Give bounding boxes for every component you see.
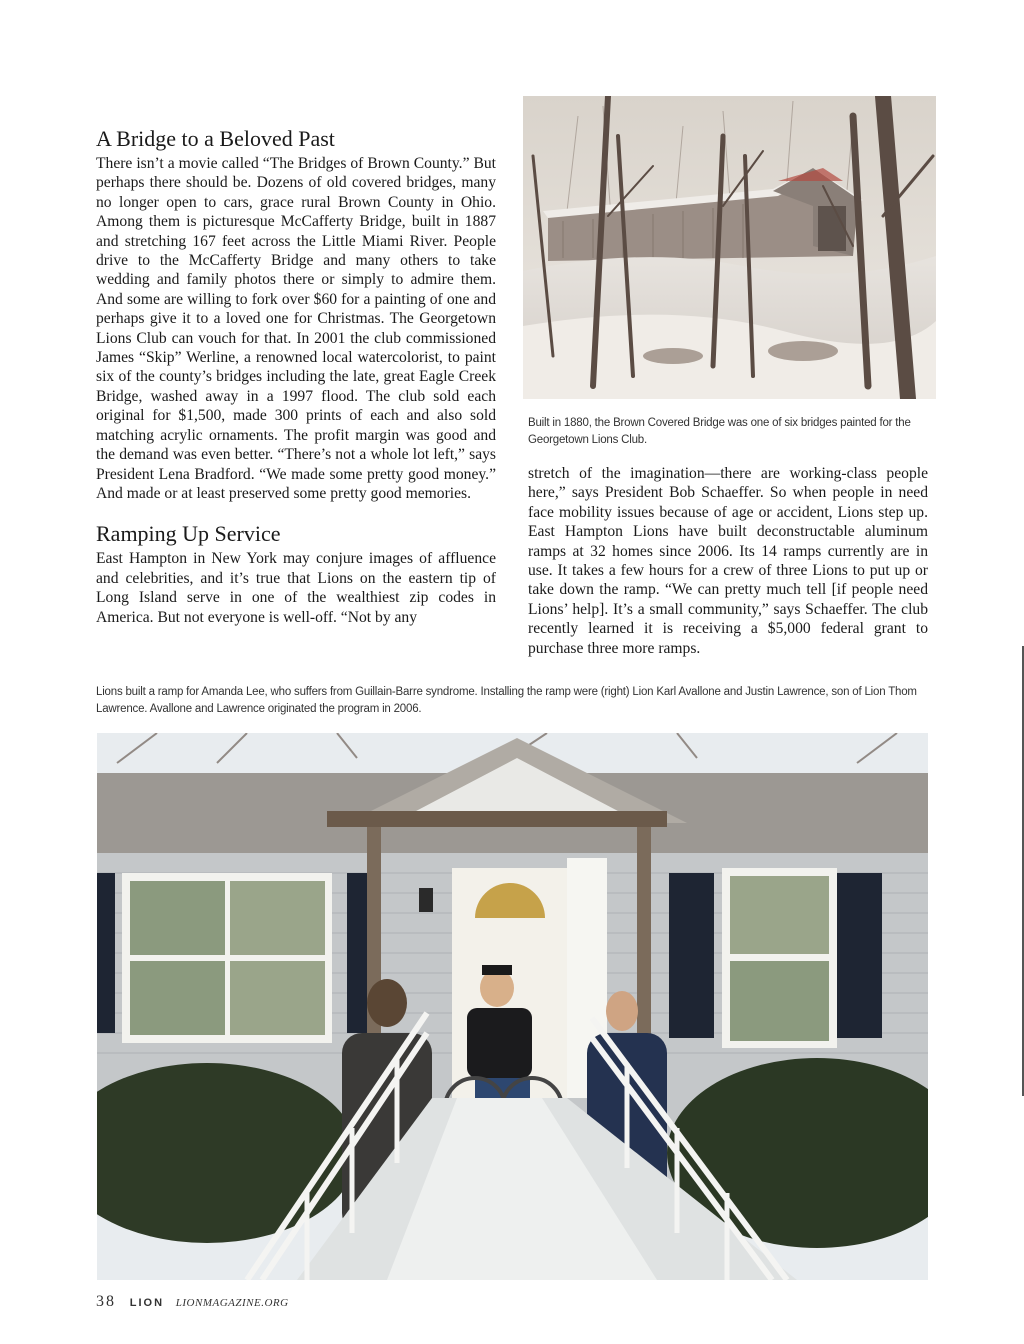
magazine-website: LIONMAGAZINE.ORG: [175, 1297, 289, 1309]
article-title-bridge: A Bridge to a Beloved Past: [96, 126, 335, 151]
covered-bridge-painting: [523, 96, 936, 399]
article-body-ramp-part2: stretch of the imagination—there are working-class people here,” says President Bob Schaeffer. So when people in need face mobility issues because of age or accident, Lions step up. East Hampton Lions have built deconstructable aluminum ramps at 32 homes since 2006. Its 14 ramps currently are in use. It takes a few hours for a crew of three Lions to put up or take down the ramp. “We can pretty much tell [if people need Lions’ help]. It’s a small community,” says Schaeffer. The club recently learned it is receiving a $5,000 federal grant to purchase three more ramps.: [528, 465, 928, 657]
article-body-ramp-part1: East Hampton in New York may conjure images of affluence and celebrities, and it’s true that Lions on the eastern tip of Long Island serve in one of the wealthiest zip codes in America. But not everyone is well-off. “Not by any: [96, 550, 496, 626]
article-title-ramp: Ramping Up Service: [96, 521, 281, 547]
page-footer: [96, 1293, 289, 1311]
ramp-photo: [97, 733, 928, 1280]
ramp-photo-caption: Lions built a ramp for Amanda Lee, who suffers from Guillain-Barre syndrome. Installing the ramp were (right) Lion Karl Avallone and Justin Lawrence, son of Lion Thom Lawrence. Avallone and Lawrence originated the program in 2006.: [96, 686, 917, 715]
right-column: [528, 464, 928, 658]
magazine-brand: LION: [129, 1297, 165, 1309]
bridge-photo-caption: Built in 1880, the Brown Covered Bridge was one of six bridges painted for the Georgetown Lions Club.: [528, 417, 911, 446]
page-number: 38: [96, 1293, 116, 1310]
left-column: [96, 126, 496, 627]
article-body-bridge: There isn’t a movie called “The Bridges of Brown County.” But perhaps there should be. Dozens of old covered bridges, many no longer open to cars, grace rural Brown County in Ohio. Among them is picturesque McCafferty Bridge, built in 1887 and stretching 167 feet across the Little Miami River. People drive to the McCafferty Bridge and many others to take wedding and family photos there or simply to admire them. And some are willing to fork over $60 for a painting of one and perhaps give it to a loved one for Christmas. The Georgetown Lions Club can vouch for that. In 2001 the club commissioned James “Skip” Werline, a renowned local watercolorist, to paint six of the county’s bridges including the late, great Eagle Creek Bridge, washed away in a 1997 flood. The club sold each original for $1,500, made 300 prints of each and also sold matching acrylic ornaments. The profit margin was good and the demand was even better. “There’s not a whole lot left,” says President Lena Bradford. “We made some pretty good money.” And made or at least preserved some pretty good memories.: [96, 155, 496, 502]
